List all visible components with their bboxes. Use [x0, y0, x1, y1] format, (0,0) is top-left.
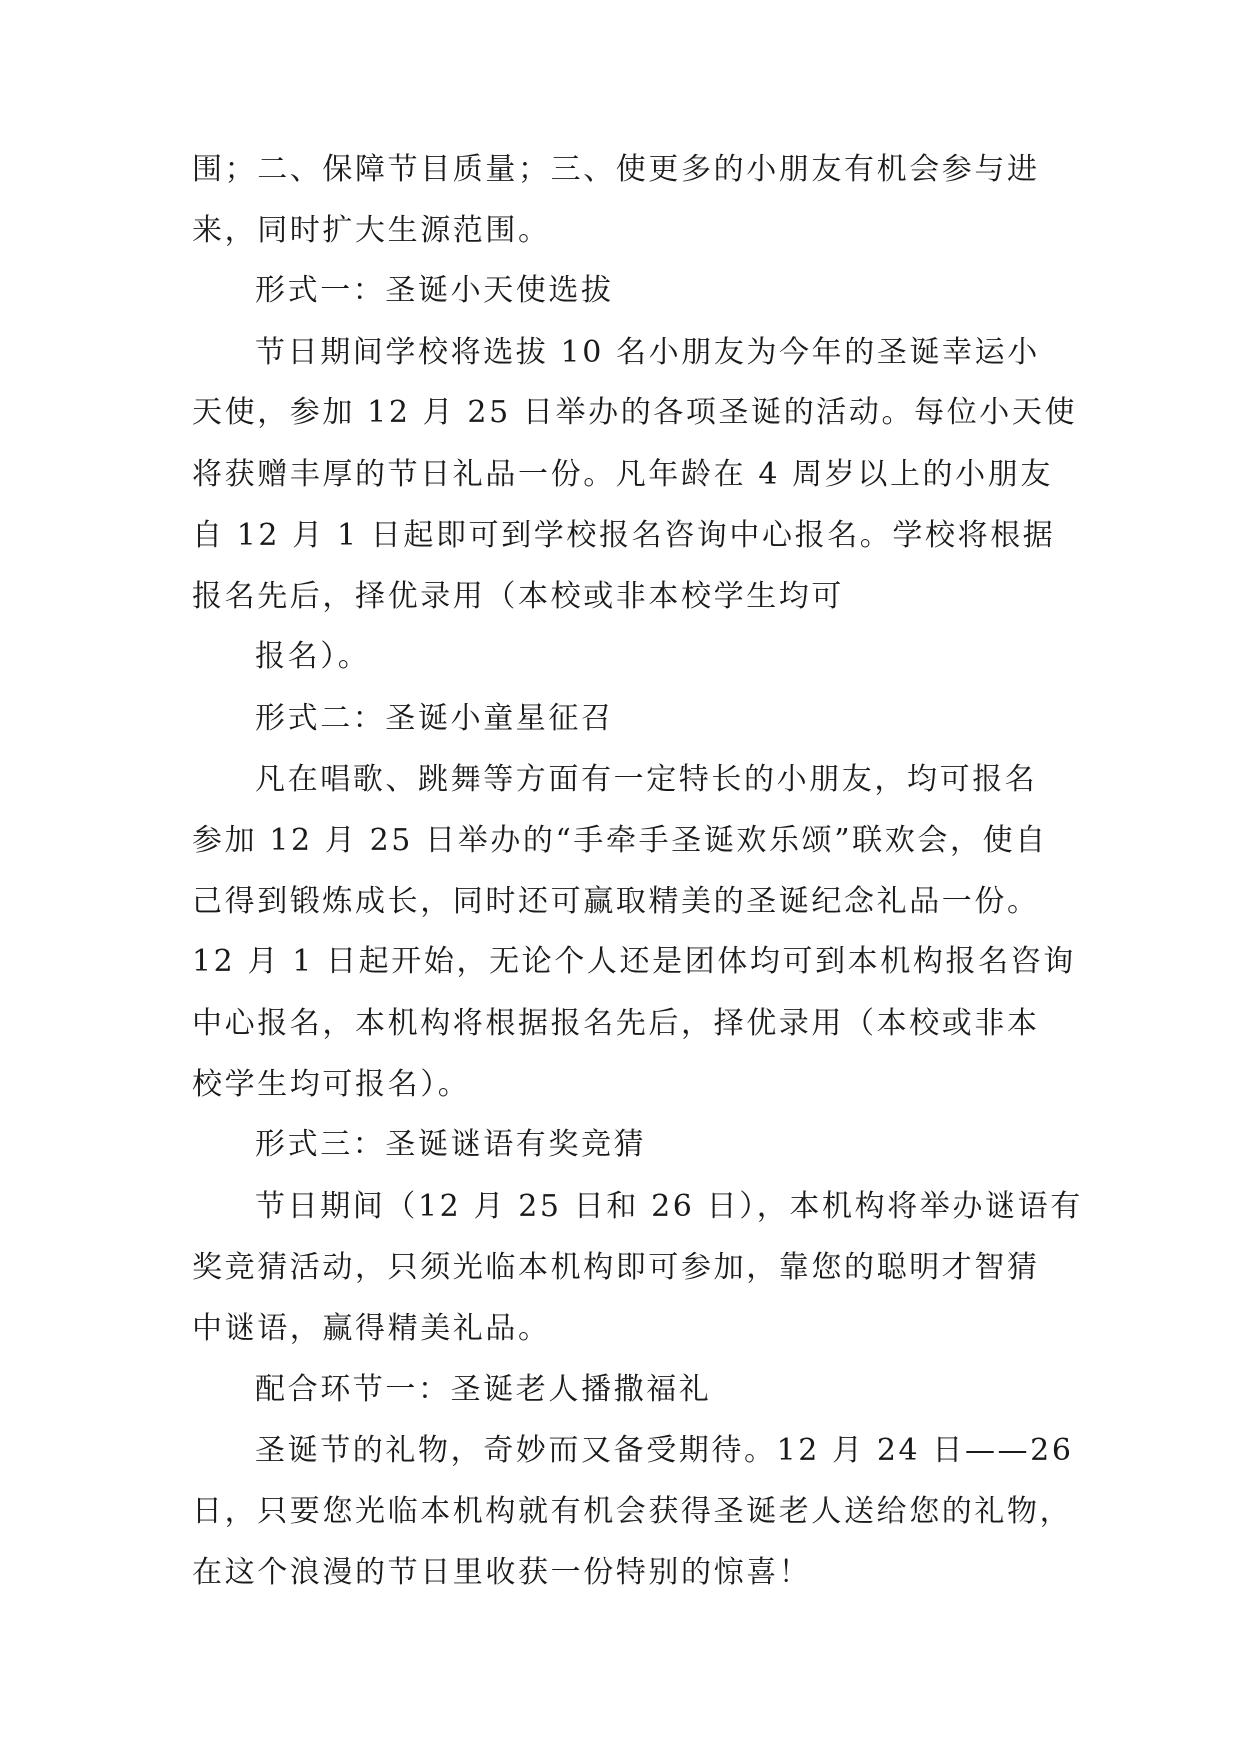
paragraph-line-5: 天使，参加 12 月 25 日举办的各项圣诞的活动。每位小天使	[192, 395, 1078, 430]
paragraph-line-19: 奖竞猜活动，只须光临本机构即可参加，靠您的聪明才智猜	[192, 1250, 1040, 1285]
paragraph-line-7: 自 12 月 1 日起即可到学校报名咨询中心报名。学校将根据	[192, 518, 1056, 553]
section-heading-extra-1: 配合环节一：圣诞老人播撒福礼	[255, 1372, 712, 1407]
paragraph-line-18: 节日期间（12 月 25 日和 26 日），本机构将举办谜语有	[255, 1189, 1083, 1224]
paragraph-line-24: 在这个浪漫的节日里收获一份特别的惊喜！	[192, 1555, 812, 1590]
paragraph-line-9: 报名）。	[255, 639, 371, 674]
paragraph-line-4: 节日期间学校将选拔 10 名小朋友为今年的圣诞幸运小	[255, 335, 1040, 370]
paragraph-line-6: 将获赠丰厚的节日礼品一份。凡年龄在 4 周岁以上的小朋友	[192, 457, 1053, 492]
paragraph-line-1: 围；二、保障节目质量；三、使更多的小朋友有机会参与进	[192, 152, 1040, 187]
paragraph-line-20: 中谜语，赢得精美礼品。	[192, 1311, 551, 1346]
paragraph-line-22: 圣诞节的礼物，奇妙而又备受期待。12 月 24 日——26	[255, 1433, 1074, 1468]
paragraph-line-13: 己得到锻炼成长，同时还可赢取精美的圣诞纪念礼品一份。	[192, 884, 1040, 919]
paragraph-line-2: 来，同时扩大生源范围。	[192, 213, 551, 248]
paragraph-line-12: 参加 12 月 25 日举办的“手牵手圣诞欢乐颂”联欢会，使自	[192, 823, 1048, 858]
section-heading-form-1: 形式一：圣诞小天使选拔	[255, 273, 614, 308]
paragraph-line-15: 中心报名，本机构将根据报名先后，择优录用（本校或非本	[192, 1006, 1040, 1041]
paragraph-line-14: 12 月 1 日起开始，无论个人还是团体均可到本机构报名咨询	[192, 944, 1076, 979]
paragraph-line-11: 凡在唱歌、跳舞等方面有一定特长的小朋友，均可报名	[255, 762, 1038, 797]
paragraph-line-16: 校学生均可报名）。	[192, 1067, 471, 1102]
section-heading-form-3: 形式三：圣诞谜语有奖竞猜	[255, 1127, 647, 1162]
paragraph-line-23: 日，只要您光临本机构就有机会获得圣诞老人送给您的礼物，	[192, 1494, 1073, 1529]
section-heading-form-2: 形式二：圣诞小童星征召	[255, 701, 614, 736]
paragraph-line-8: 报名先后，择优录用（本校或非本校学生均可	[192, 579, 844, 614]
